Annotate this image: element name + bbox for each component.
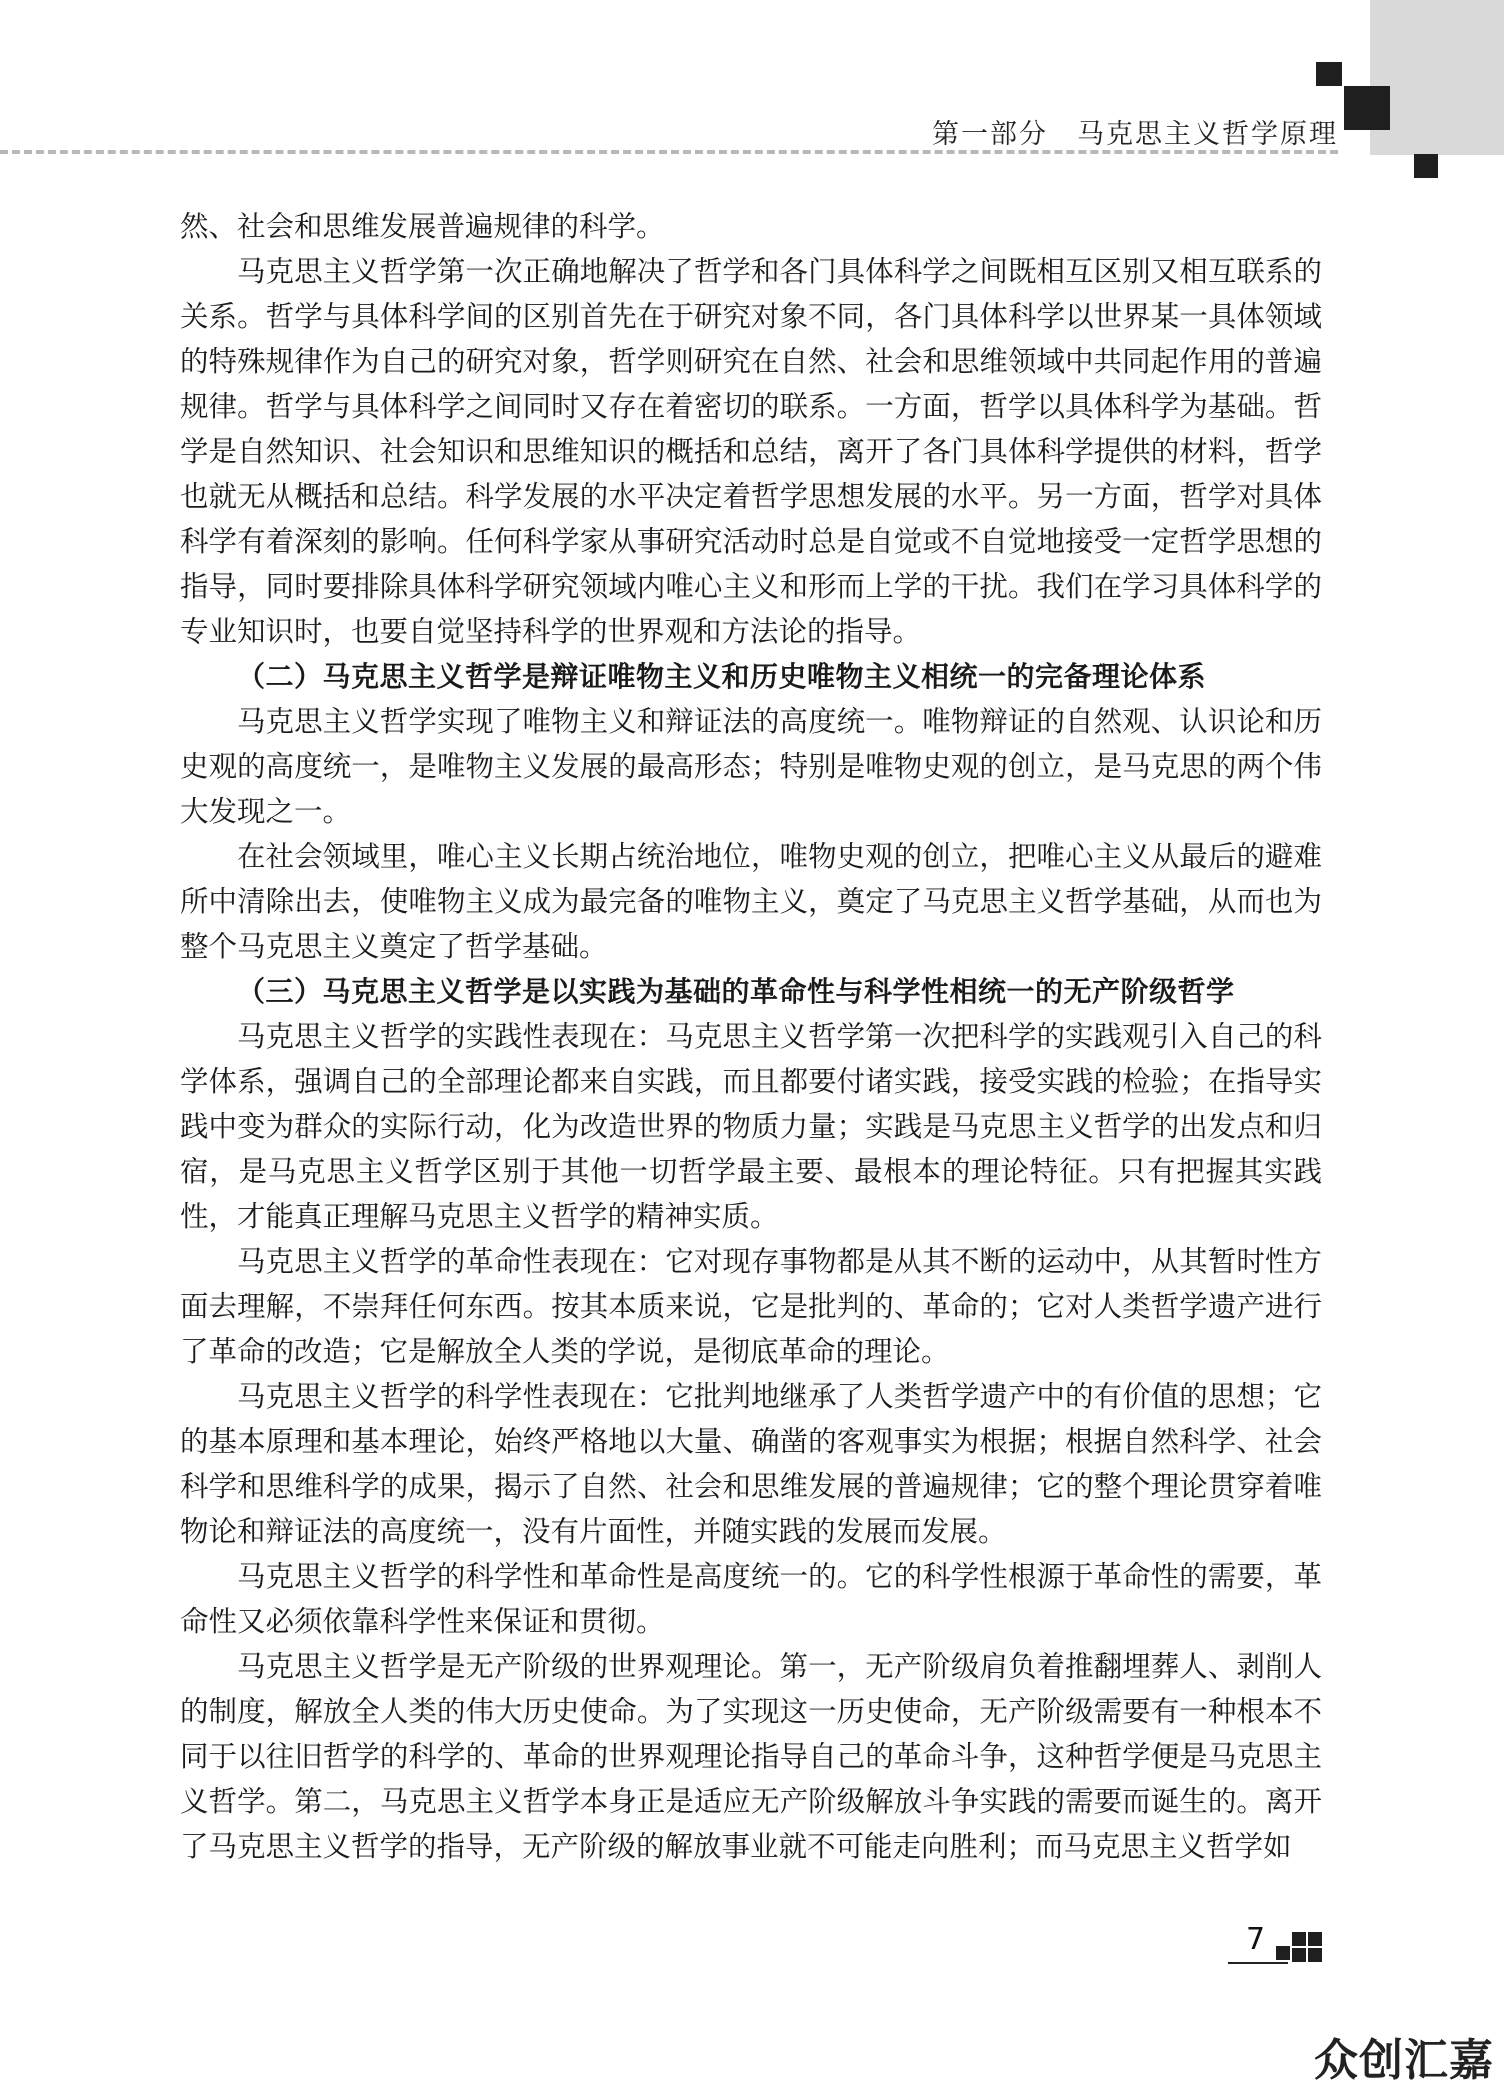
paragraph: 马克思主义哲学的实践性表现在：马克思主义哲学第一次把科学的实践观引入自己的科学体系，强调自己的全部理论都来自实践，而且都要付诸实践，接受实践的检验；在指导实践中变为群众的实际行动，化为改造世界的物质力量；实践是马克思主义哲学的出发点和归宿，是马克思主义哲学区别于其他一切哲学最主要、最根本的理论特征。只有把握其实践性，才能真正理解马克思主义哲学的精神实质。: [180, 1020, 1322, 1233]
watermark-logo: 众创汇嘉: [1314, 2035, 1494, 2086]
paragraph: 马克思主义哲学的科学性表现在：它批判地继承了人类哲学遗产中的有价值的思想；它的基本原理和基本理论，始终严格地以大量、确凿的客观事实为根据；根据自然科学、社会科学和思维科学的成果，揭示了自然、社会和思维发展的普遍规律；它的整个理论贯穿着唯物论和辩证法的高度统一，没有片面性，并随实践的发展而发展。: [180, 1380, 1322, 1548]
header-divider: [0, 150, 1338, 154]
page-square: [1276, 1946, 1290, 1960]
corner-square: [1344, 86, 1390, 130]
paragraph: 马克思主义哲学是无产阶级的世界观理论。第一，无产阶级肩负着推翻埋葬人、剥削人的制度，解放全人类的伟大历史使命。为了实现这一历史使命，无产阶级需要有一种根本不同于以往旧哲学的科学的、革命的世界观理论指导自己的革命斗争，这种哲学便是马克思主义哲学。第二，马克思主义哲学本身正是适应无产阶级解放斗争实践的需要而诞生的。离开了马克思主义哲学的指导，无产阶级的解放事业就不可能走向胜利；而马克思主义哲学如: [180, 1650, 1322, 1863]
paragraph: 在社会领域里，唯心主义长期占统治地位，唯物史观的创立，把唯心主义从最后的避难所中清除出去，使唯物主义成为最完备的唯物主义，奠定了马克思主义哲学基础，从而也为整个马克思主义奠定了哲学基础。: [180, 840, 1322, 963]
page-square: [1308, 1932, 1322, 1946]
paragraph: 马克思主义哲学第一次正确地解决了哲学和各门具体科学之间既相互区别又相互联系的关系。哲学与具体科学间的区别首先在于研究对象不同，各门具体科学以世界某一具体领域的特殊规律作为自己的研究对象，哲学则研究在自然、社会和思维领域中共同起作用的普遍规律。哲学与具体科学之间同时又存在着密切的联系。一方面，哲学以具体科学为基础。哲学是自然知识、社会知识和思维知识的概括和总结，离开了各门具体科学提供的材料，哲学也就无从概括和总结。科学发展的水平决定着哲学思想发展的水平。另一方面，哲学对具体科学有着深刻的影响。任何科学家从事研究活动时总是自觉或不自觉地接受一定哲学思想的指导，同时要排除具体科学研究领域内唯心主义和形而上学的干扰。我们在学习具体科学的专业知识时，也要自觉坚持科学的世界观和方法论的指导。: [180, 255, 1322, 648]
corner-square: [1316, 62, 1342, 86]
section-heading: （三）马克思主义哲学是以实践为基础的革命性与科学性相统一的无产阶级哲学: [237, 975, 1235, 1008]
page-number-underline: [1228, 1962, 1288, 1964]
page-content: [180, 204, 1322, 1869]
page-number: 7: [1246, 1922, 1266, 1957]
running-header: [0, 108, 1340, 152]
paragraph: 马克思主义哲学实现了唯物主义和辩证法的高度统一。唯物辩证的自然观、认识论和历史观的高度统一，是唯物主义发展的最高形态；特别是唯物史观的创立，是马克思的两个伟大发现之一。: [180, 705, 1322, 828]
paragraph: 马克思主义哲学的科学性和革命性是高度统一的。它的科学性根源于革命性的需要，革命性又必须依靠科学性来保证和贯彻。: [180, 1560, 1322, 1638]
paragraph: 马克思主义哲学的革命性表现在：它对现存事物都是从其不断的运动中，从其暂时性方面去理解，不崇拜任何东西。按其本质来说，它是批判的、革命的；它对人类哲学遗产进行了革命的改造；它是解放全人类的学说，是彻底革命的理论。: [180, 1245, 1322, 1368]
page-square: [1308, 1948, 1322, 1962]
corner-square: [1414, 154, 1438, 178]
paragraph: 然、社会和思维发展普遍规律的科学。: [180, 210, 665, 243]
header-title: 第一部分 马克思主义哲学原理: [932, 119, 1338, 150]
page-square: [1292, 1948, 1306, 1962]
section-heading: （二）马克思主义哲学是辩证唯物主义和历史唯物主义相统一的完备理论体系: [237, 660, 1207, 693]
corner-decoration: [1370, 0, 1504, 155]
page-square: [1292, 1932, 1306, 1946]
